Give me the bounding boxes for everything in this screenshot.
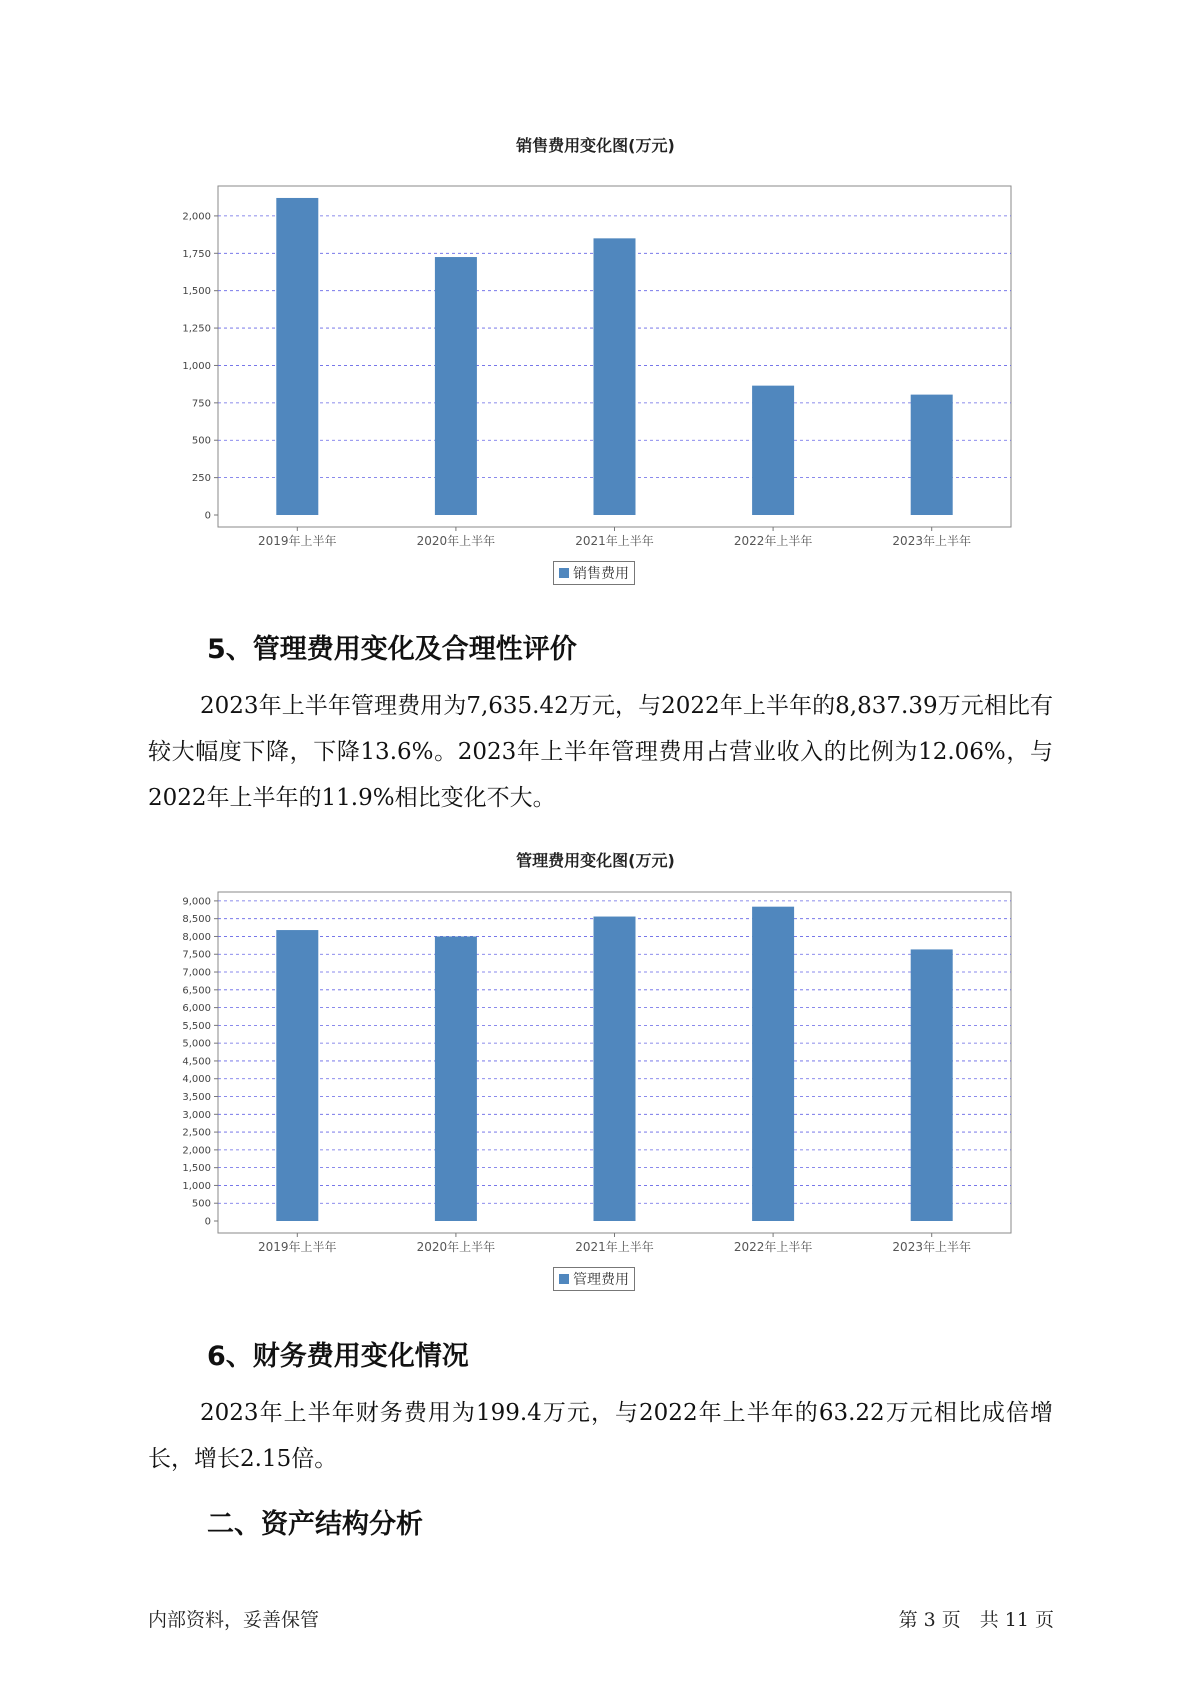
legend-label: 销售费用 (573, 566, 629, 582)
y-tick-label: 250 (191, 473, 211, 485)
y-tick-label: 1,250 (182, 323, 211, 335)
y-tick-label: 1,000 (182, 1180, 211, 1192)
y-tick-label: 750 (191, 398, 211, 410)
bar (276, 930, 318, 1221)
section-5-heading: 5、管理费用变化及合理性评价 (207, 634, 577, 665)
page-number: 第 3 页 共 11 页 (898, 1609, 1054, 1631)
sales-chart-title: 销售费用变化图(万元) (516, 136, 675, 155)
part-2-heading: 二、资产结构分析 (207, 1509, 423, 1540)
bar (911, 949, 953, 1221)
footer-note: 内部资料，妥善保管 (148, 1609, 320, 1631)
section-6-paragraph: 2023年上半年财务费用为199.4万元，与2022年上半年的63.22万元相比成倍增长，增长2.15倍。 (148, 1400, 1053, 1472)
y-tick-label: 4,000 (182, 1074, 211, 1086)
x-tick-label: 2021年上半年 (575, 1240, 654, 1254)
y-tick-label: 6,000 (182, 1003, 211, 1015)
x-tick-label: 2020年上半年 (416, 534, 496, 548)
y-tick-label: 0 (204, 1216, 211, 1228)
admin-chart-title: 管理费用变化图(万元) (516, 851, 675, 870)
y-tick-label: 1,500 (182, 1163, 211, 1175)
y-tick-label: 5,500 (182, 1020, 211, 1032)
x-tick-label: 2023年上半年 (892, 534, 971, 548)
x-tick-label: 2020年上半年 (416, 1240, 496, 1254)
bar (435, 936, 477, 1221)
x-tick-label: 2021年上半年 (575, 534, 654, 548)
y-tick-label: 2,000 (182, 1145, 211, 1157)
x-tick-label: 2023年上半年 (892, 1240, 971, 1254)
y-tick-label: 5,000 (182, 1038, 211, 1050)
section-5-paragraph: 2023年上半年管理费用为7,635.42万元，与2022年上半年的8,837.39万元相比有较大幅度下降，下降13.6%。2023年上半年管理费用占营业收入的比例为12.06%，与2022年上半年的11.9%相比变化不大。 (148, 693, 1053, 811)
y-tick-label: 4,500 (182, 1056, 211, 1068)
x-tick-label: 2022年上半年 (733, 534, 813, 548)
y-tick-label: 1,000 (182, 360, 211, 372)
y-tick-label: 500 (191, 1198, 211, 1210)
admin-chart-legend (553, 1267, 635, 1291)
y-tick-label: 0 (204, 510, 211, 522)
section-6-heading: 6、财务费用变化情况 (207, 1341, 469, 1372)
y-tick-label: 1,500 (182, 286, 211, 298)
legend-swatch (559, 1274, 569, 1284)
y-tick-label: 2,000 (182, 211, 211, 223)
bar (752, 907, 794, 1221)
y-tick-label: 2,500 (182, 1127, 211, 1139)
bar (594, 917, 636, 1221)
legend-label: 管理费用 (573, 1272, 629, 1288)
x-tick-label: 2019年上半年 (258, 1240, 337, 1254)
y-tick-label: 500 (191, 435, 211, 447)
x-tick-label: 2022年上半年 (733, 1240, 813, 1254)
y-tick-label: 7,000 (182, 967, 211, 979)
y-tick-label: 6,500 (182, 985, 211, 997)
y-tick-label: 3,000 (182, 1109, 211, 1121)
y-tick-label: 8,500 (182, 914, 211, 926)
y-tick-label: 9,000 (182, 896, 211, 908)
y-tick-label: 8,000 (182, 931, 211, 943)
y-tick-label: 3,500 (182, 1092, 211, 1104)
y-tick-label: 1,750 (182, 248, 211, 260)
x-tick-label: 2019年上半年 (258, 534, 337, 548)
y-tick-label: 7,500 (182, 949, 211, 961)
